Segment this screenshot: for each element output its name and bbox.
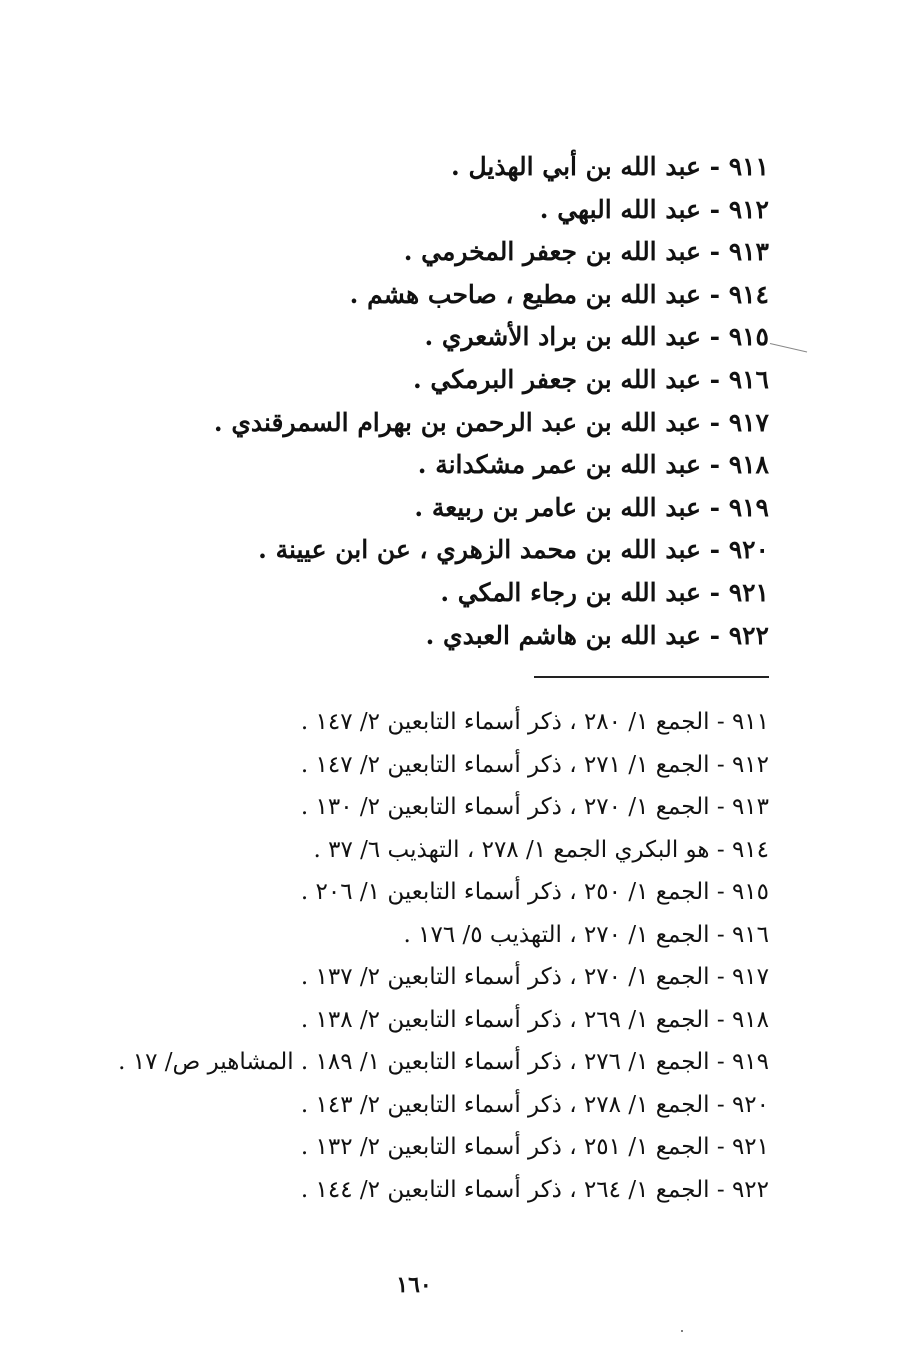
entry-914: ٩١٤ - عبد الله بن مطيع ، صاحب هشم . [349,279,769,309]
footnote-921: ٩٢١ - الجمع ١/ ٢٥١ ، ذكر أسماء التابعين ٢/ ١٣٢ . [300,1134,769,1160]
footnote-separator [534,676,769,678]
entry-912: ٩١٢ - عبد الله البهي . [539,194,769,224]
footnote-916: ٩١٦ - الجمع ١/ ٢٧٠ ، التهذيب ٥/ ١٧٦ . [403,921,769,948]
footnote-915: ٩١٥ - الجمع ١/ ٢٥٠ ، ذكر أسماء التابعين ١/ ٢٠٦ . [300,879,769,905]
footnote-913: ٩١٣ - الجمع ١/ ٢٧٠ ، ذكر أسماء التابعين ٢/ ١٣٠ . [300,794,769,820]
footnote-920: ٩٢٠ - الجمع ١/ ٢٧٨ ، ذكر أسماء التابعين ٢/ ١٤٣ . [300,1091,769,1118]
footnote-918: ٩١٨ - الجمع ١/ ٢٦٩ ، ذكر أسماء التابعين ٢/ ١٣٨ . [300,1006,769,1033]
scan-speck [681,1330,683,1332]
footnote-922: ٩٢٢ - الجمع ١/ ٢٦٤ ، ذكر أسماء التابعين ٢/ ١٤٤ . [300,1176,769,1203]
entry-921: ٩٢١ - عبد الله بن رجاء المكي . [440,577,769,607]
entry-916: ٩١٦ - عبد الله بن جعفر البرمكي . [412,364,769,394]
entry-919: ٩١٩ - عبد الله بن عامر بن ربيعة . [414,492,769,522]
entry-922: ٩٢٢ - عبد الله بن هاشم العبدي . [425,620,769,650]
footnote-912: ٩١٢ - الجمع ١/ ٢٧١ ، ذكر أسماء التابعين ٢/ ١٤٧ . [300,751,769,778]
entry-918: ٩١٨ - عبد الله بن عمر مشكدانة . [417,450,769,480]
footnote-919: ٩١٩ - الجمع ١/ ٢٧٦ ، ذكر أسماء التابعين ١/ ١٨٩ . المشاهير ص/ ١٧ . [118,1049,769,1075]
scan-stray-mark [770,343,807,353]
footnote-917: ٩١٧ - الجمع ١/ ٢٧٠ ، ذكر أسماء التابعين ٢/ ١٣٧ . [300,964,769,990]
entry-911: ٩١١ - عبد الله بن أبي الهذيل . [451,152,769,181]
entry-920: ٩٢٠ - عبد الله بن محمد الزهري ، عن ابن عيينة . [258,535,769,565]
narrator-entries-list [129,146,769,657]
entry-917: ٩١٧ - عبد الله بن عبد الرحمن بن بهرام السمرقندي . [213,407,769,437]
footnotes-list [69,701,769,1211]
entry-913: ٩١٣ - عبد الله بن جعفر المخرمي . [403,237,769,267]
footnote-914: ٩١٤ - هو البكري الجمع ١/ ٢٧٨ ، التهذيب ٦/ ٣٧ . [313,836,769,863]
entry-915: ٩١٥ - عبد الله بن براد الأشعري . [424,322,769,352]
footnote-911: ٩١١ - الجمع ١/ ٢٨٠ ، ذكر أسماء التابعين ٢/ ١٤٧ . [300,709,769,735]
page-number: ١٦٠ [396,1272,432,1298]
